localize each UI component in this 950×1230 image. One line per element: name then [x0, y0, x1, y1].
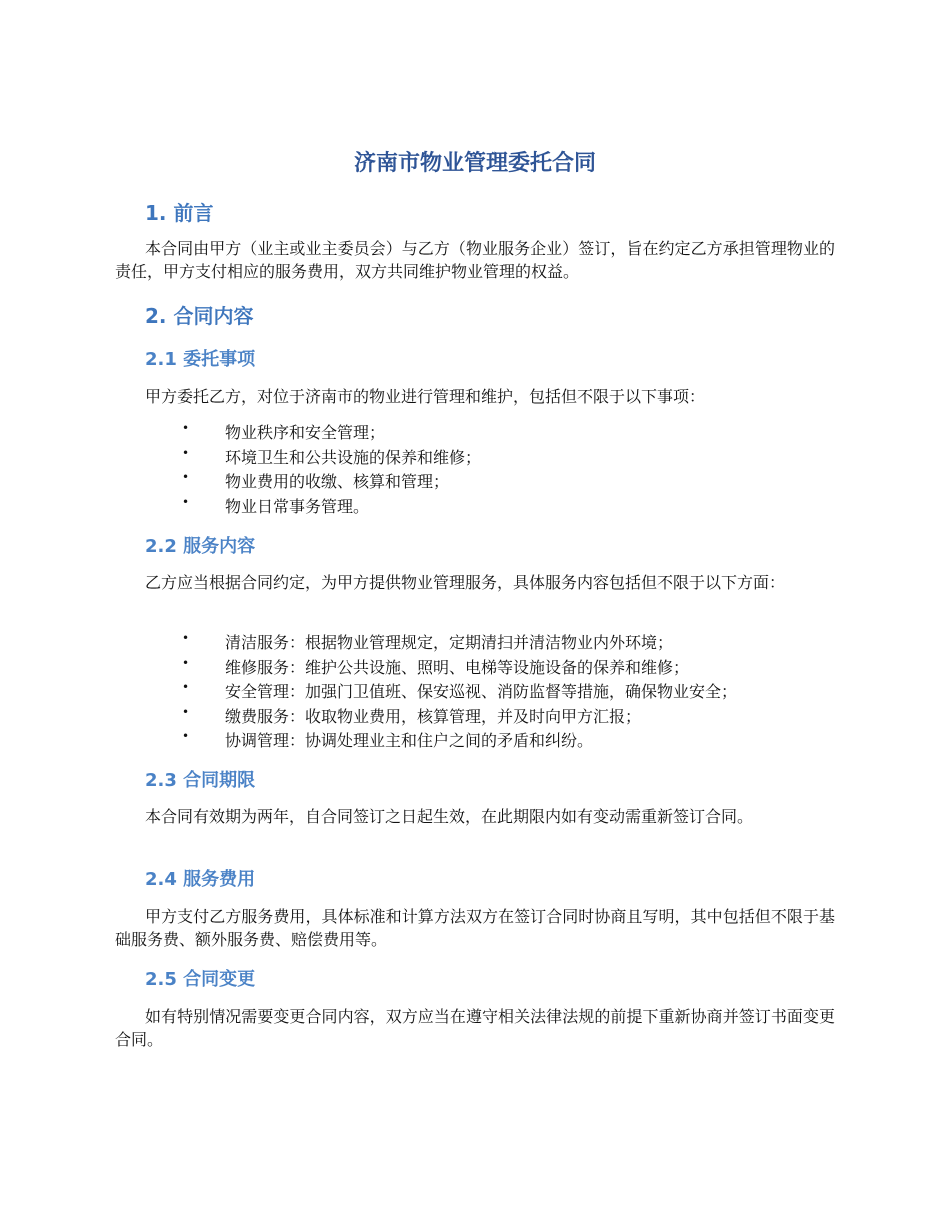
- entrustment-intro: 甲方委托乙方，对位于济南市的物业进行管理和维护，包括但不限于以下事项：: [145, 387, 706, 406]
- changes-paragraph: 如有特别情况需要变更合同内容，双方应当在遵守相关法律法规的前提下重新协商并签订书面变更合同。: [115, 1007, 835, 1049]
- bullet-icon: •: [182, 729, 190, 743]
- heading-fees: 2.4 服务费用: [145, 869, 256, 890]
- document-title: 济南市物业管理委托合同: [353, 151, 596, 176]
- bullet-icon: •: [182, 445, 190, 460]
- heading-services: 2.2 服务内容: [145, 536, 256, 557]
- term-paragraph: 本合同有效期为两年，自合同签订之日起生效，在此期限内如有变动需重新签订合同。: [145, 807, 754, 826]
- bullet-icon: •: [182, 704, 190, 719]
- heading-term: 2.3 合同期限: [145, 770, 256, 791]
- heading-entrustment: 2.1 委托事项: [145, 349, 256, 370]
- preface-paragraph: 本合同由甲方（业主或业主委员会）与乙方（物业服务企业）签订，旨在约定乙方承担管理物业的责任，甲方支付相应的服务费用，双方共同维护物业管理的权益。: [115, 239, 835, 281]
- fees-paragraph: 甲方支付乙方服务费用，具体标准和计算方法双方在签订合同时协商且写明，其中包括但不限于基础服务费、额外服务费、赔偿费用等。: [115, 907, 835, 949]
- bullet-icon: •: [182, 631, 190, 645]
- heading-contract-content: 2. 合同内容: [145, 304, 254, 328]
- bullet-icon: •: [182, 470, 190, 484]
- services-intro: 乙方应当根据合同约定，为甲方提供物业管理服务，具体服务内容包括但不限于以下方面：: [145, 573, 786, 592]
- bullet-icon: •: [182, 494, 190, 509]
- document-page: 济南市物业管理委托合同 1. 前言 本合同由甲方（业主或业主委员会）与乙方（物业服务企业）签订，旨在约定乙方承担管理物业的责任，甲方支付相应的服务费用，双方共同维护物业管理的权益。 2. 合同内容 2.1 委托事项 甲方委托乙方，对位于济南市的物业进行管理和维护，包括但不限于以下事项： • 物业秩序和安全管理； • 环境卫生和公共设施的保养和维修； • 物业费用的收缴、核算和管理； • 物业日常事务管理。 2.2 服务内容 乙方应当根据合同约定，为甲方提供物业管理服务，具体服务内容包括但不限于以下方面： • 清洁服务：根据物业管理规定，定期清扫并清洁物业内外环境； • 维修服务：维护公共设施、照明、电梯等设施设备的保养和维修； • 安全管理：加强门卫值班、保安巡视、消防监督等措施，确保物业安全； • 缴费服务：收取物业费用，核算管理，并及时向甲方汇报； • 协调管理：协调处理业主和住户之间的矛盾和纠纷。 2.3 合同期限 本合同有效期为两年，自合同签订之日起生效，在此期限内如有变动需重新签订合同。 2.4 服务费用 甲方支付乙方服务费用，具体标准和计算方法双方在签订合同时协商且写明，其中包括但不限于基础服务费、额外服务费、赔偿费用等。 2.5 合同变更 如有特别情况需要变更合同内容，双方应当在遵守相关法律法规的前提下重新协商并签订书面变更合同。: [0, 0, 950, 1230]
- bullet-icon: •: [182, 680, 190, 694]
- heading-preface: 1. 前言: [145, 201, 214, 225]
- heading-changes: 2.5 合同变更: [145, 969, 256, 990]
- bullet-icon: •: [182, 421, 190, 435]
- bullet-icon: •: [182, 655, 190, 670]
